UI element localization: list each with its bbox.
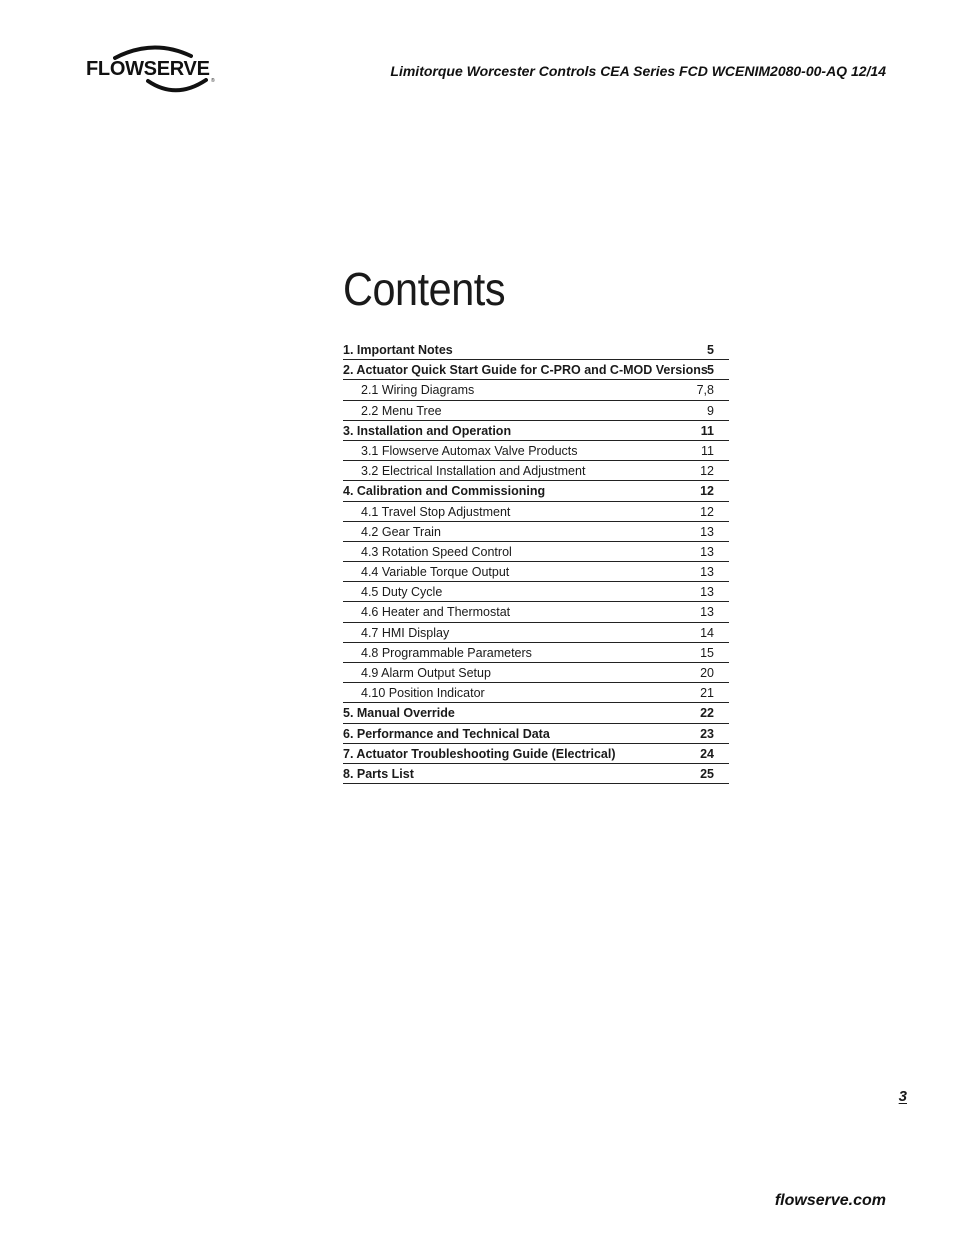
toc-entry-title: 3.1 Flowserve Automax Valve Products: [361, 443, 578, 458]
toc-row[interactable]: [343, 421, 729, 441]
toc-row[interactable]: [343, 623, 729, 643]
toc-entry-title: 6. Performance and Technical Data: [343, 726, 550, 741]
toc-row[interactable]: [343, 703, 729, 723]
toc-entry-title: 3. Installation and Operation: [343, 423, 512, 438]
toc-entry-page: 13: [700, 524, 714, 539]
toc-entry-title: 4.6 Heater and Thermostat: [361, 605, 511, 620]
flowserve-logo: [86, 42, 226, 96]
toc-entry-page: 15: [700, 645, 714, 660]
logo-arc-bottom-icon: [146, 78, 208, 96]
toc-row[interactable]: [343, 542, 729, 562]
toc-row[interactable]: [343, 602, 729, 622]
toc-entry-title: 3.2 Electrical Installation and Adjustment: [361, 464, 586, 479]
table-of-contents: [343, 340, 729, 784]
toc-entry-title: 2. Actuator Quick Start Guide for C-PRO and C-MOD Versions: [343, 363, 708, 378]
toc-row[interactable]: [343, 380, 729, 400]
toc-entry-title: 4.9 Alarm Output Setup: [361, 666, 491, 680]
toc-row[interactable]: [343, 744, 729, 764]
toc-entry-title: 8. Parts List: [343, 766, 414, 781]
logo-wordmark: FLOWSERVE: [86, 58, 210, 80]
toc-entry-page: 13: [700, 565, 714, 580]
page-number: 3: [898, 1088, 907, 1105]
toc-entry-title: 5. Manual Override: [343, 706, 455, 721]
toc-row[interactable]: [343, 461, 729, 481]
footer-url[interactable]: flowserve.com: [774, 1192, 886, 1209]
toc-entry-title: 4.7 HMI Display: [361, 625, 450, 640]
toc-entry-page: 25: [700, 766, 714, 781]
toc-entry-title: 4.3 Rotation Speed Control: [361, 544, 512, 559]
toc-entry-title: 1. Important Notes: [343, 343, 453, 357]
toc-entry-title: 2.1 Wiring Diagrams: [361, 383, 475, 398]
toc-entry-page: 7,8: [696, 383, 714, 398]
toc-row[interactable]: [343, 663, 729, 683]
toc-row[interactable]: [343, 522, 729, 542]
toc-row[interactable]: [343, 562, 729, 582]
toc-row[interactable]: [343, 401, 729, 421]
toc-entry-title: 4.5 Duty Cycle: [361, 585, 443, 600]
toc-entry-title: 4.1 Travel Stop Adjustment: [361, 504, 511, 519]
toc-entry-page: 21: [700, 686, 714, 701]
toc-entry-title: 4.8 Programmable Parameters: [361, 645, 532, 660]
logo-registered-mark: ®: [211, 78, 215, 84]
toc-row[interactable]: [343, 340, 729, 360]
toc-entry-page: 5: [707, 343, 714, 357]
toc-entry-page: 5: [707, 363, 714, 378]
toc-entry-page: 13: [700, 544, 714, 559]
toc-entry-title: 4.10 Position Indicator: [361, 686, 485, 701]
toc-row[interactable]: [343, 724, 729, 744]
toc-entry-page: 23: [700, 726, 714, 741]
toc-row[interactable]: [343, 582, 729, 602]
toc-entry-page: 12: [700, 464, 714, 479]
toc-entry-page: 11: [700, 423, 714, 438]
toc-entry-page: 13: [700, 585, 714, 600]
toc-entry-page: 24: [700, 746, 714, 761]
toc-entry-page: 11: [701, 443, 714, 458]
toc-entry-page: 22: [700, 706, 714, 721]
toc-row[interactable]: [343, 360, 729, 380]
toc-entry-page: 12: [700, 484, 714, 499]
toc-entry-title: 4. Calibration and Commissioning: [343, 484, 546, 499]
document-reference: Limitorque Worcester Controls CEA Series FCD WCENIM2080-00-AQ 12/14: [390, 63, 886, 79]
toc-row[interactable]: [343, 502, 729, 522]
toc-entry-page: 9: [707, 403, 714, 418]
toc-row[interactable]: [343, 481, 729, 501]
toc-entry-page: 13: [700, 605, 714, 620]
toc-entry-page: 20: [700, 666, 714, 680]
toc-row[interactable]: [343, 643, 729, 663]
page-title: Contents: [343, 263, 506, 315]
toc-row[interactable]: [343, 683, 729, 703]
toc-entry-title: 4.2 Gear Train: [361, 524, 441, 539]
toc-entry-title: 2.2 Menu Tree: [361, 403, 442, 418]
toc-row[interactable]: [343, 764, 729, 784]
toc-row[interactable]: [343, 441, 729, 461]
toc-entry-title: 4.4 Variable Torque Output: [361, 565, 510, 580]
toc-entry-page: 14: [700, 625, 714, 640]
toc-entry-title: 7. Actuator Troubleshooting Guide (Electrical): [343, 746, 616, 761]
toc-entry-page: 12: [700, 504, 714, 519]
